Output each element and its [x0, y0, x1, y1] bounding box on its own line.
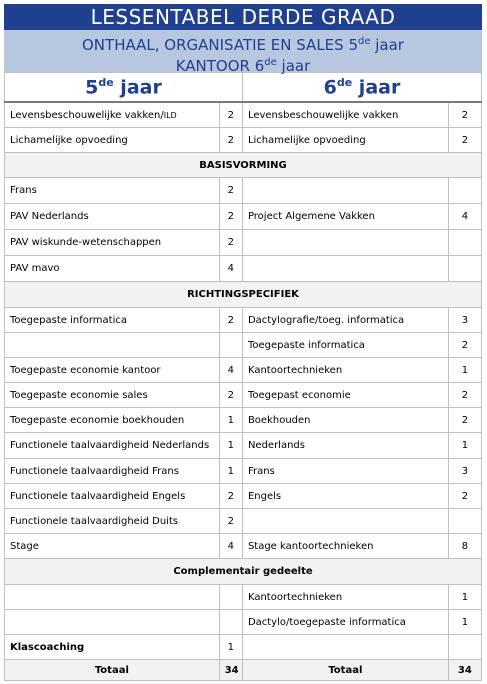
hours-left: 2: [219, 128, 242, 153]
table-row: [5, 128, 482, 153]
section-title: BASISVORMING: [5, 153, 482, 178]
table-row: [5, 585, 482, 610]
subtitle-line-2-sup: de: [264, 57, 277, 68]
subtitle-line-2-after: jaar: [276, 57, 311, 75]
hours-left: 1: [219, 459, 242, 484]
year-5-num: 5: [85, 76, 99, 99]
subject-right: [242, 256, 448, 282]
subject-left: [5, 610, 220, 635]
hours-right: 1: [448, 610, 481, 635]
table-row: [5, 358, 482, 383]
subject-right: Stage kantoortechnieken: [242, 534, 448, 559]
hours-right: [448, 230, 481, 256]
section-title: RICHTINGSPECIFIEK: [5, 282, 482, 308]
total-label-right: Totaal: [242, 660, 448, 681]
hours-right: 2: [448, 128, 481, 153]
total-row: [5, 660, 482, 681]
subtitle-line-2-text: KANTOOR 6: [175, 57, 265, 75]
lessen-table: [4, 72, 482, 681]
subject-right: [242, 635, 448, 660]
section-basisvorming: [5, 153, 482, 178]
hours-left: [219, 585, 242, 610]
subject-right: [242, 178, 448, 204]
subject-left: PAV Nederlands: [5, 204, 220, 230]
hours-left: 2: [219, 204, 242, 230]
year-5-header: [5, 73, 243, 103]
subject-left: [5, 585, 220, 610]
subtitle-line-1-sup: de: [357, 36, 371, 47]
hours-right: 8: [448, 534, 481, 559]
year-5-sup: de: [98, 75, 114, 89]
subject-left: Functionele taalvaardigheid Duits: [5, 509, 220, 534]
subject-left: [5, 102, 220, 128]
subject-right: Toegepast economie: [242, 383, 448, 408]
hours-left: 4: [219, 358, 242, 383]
subtitle-line-1: [4, 33, 482, 54]
subject-right: Levensbeschouwelijke vakken: [242, 102, 448, 128]
subject-right: Dactylo/toegepaste informatica: [242, 610, 448, 635]
hours-right: 1: [448, 358, 481, 383]
page-title: LESSENTABEL DERDE GRAAD: [4, 4, 482, 30]
hours-left: 1: [219, 433, 242, 459]
hours-right: 3: [448, 459, 481, 484]
subject-left: Toegepaste informatica: [5, 308, 220, 333]
subject-left: Functionele taalvaardigheid Engels: [5, 484, 220, 509]
hours-left: 4: [219, 256, 242, 282]
year-header-row: [5, 73, 482, 103]
total-label-left: Totaal: [5, 660, 220, 681]
table-row: [5, 635, 482, 660]
table-row: [5, 256, 482, 282]
subtitle: [4, 30, 482, 75]
table-row: [5, 433, 482, 459]
subject-right: Boekhouden: [242, 408, 448, 433]
table-row: [5, 610, 482, 635]
hours-right: 2: [448, 333, 481, 358]
subject-left: Stage: [5, 534, 220, 559]
section-richtingspecifiek: [5, 282, 482, 308]
table-row: [5, 308, 482, 333]
subtitle-line-1-after: jaar: [370, 36, 404, 54]
table-row: [5, 102, 482, 128]
hours-right: 1: [448, 433, 481, 459]
hours-left: 4: [219, 534, 242, 559]
subject-right: Frans: [242, 459, 448, 484]
table-row: [5, 509, 482, 534]
hours-right: [448, 178, 481, 204]
subject-left-suffix: ILD: [163, 110, 177, 120]
subject-left: PAV mavo: [5, 256, 220, 282]
subject-right: Kantoortechnieken: [242, 358, 448, 383]
hours-left: 2: [219, 509, 242, 534]
lessentabel: [4, 4, 482, 681]
hours-left: [219, 333, 242, 358]
subject-left: Klascoaching: [5, 635, 220, 660]
subject-right: Engels: [242, 484, 448, 509]
hours-right: 2: [448, 383, 481, 408]
table-row: [5, 178, 482, 204]
subject-right: Nederlands: [242, 433, 448, 459]
subject-right: Lichamelijke opvoeding: [242, 128, 448, 153]
hours-right: [448, 635, 481, 660]
subject-left-text: Levensbeschouwelijke vakken/: [10, 109, 164, 121]
year-6-header: [242, 73, 481, 103]
subject-left: Functionele taalvaardigheid Nederlands: [5, 433, 220, 459]
subject-right: Dactylografie/toeg. informatica: [242, 308, 448, 333]
year-6-num: 6: [323, 76, 337, 99]
subject-right: Kantoortechnieken: [242, 585, 448, 610]
subject-left: [5, 333, 220, 358]
table-row: [5, 230, 482, 256]
hours-left: 2: [219, 230, 242, 256]
subject-left: Frans: [5, 178, 220, 204]
hours-left: 2: [219, 383, 242, 408]
table-row: [5, 484, 482, 509]
subject-right: Toegepaste informatica: [242, 333, 448, 358]
hours-right: 2: [448, 408, 481, 433]
table-row: [5, 204, 482, 230]
hours-left: 2: [219, 484, 242, 509]
subject-left: Toegepaste economie sales: [5, 383, 220, 408]
subject-right: [242, 509, 448, 534]
table-row: [5, 333, 482, 358]
hours-left: 1: [219, 408, 242, 433]
section-title: Complementair gedeelte: [5, 559, 482, 585]
hours-right: 2: [448, 484, 481, 509]
table-row: [5, 459, 482, 484]
subject-left: Toegepaste economie kantoor: [5, 358, 220, 383]
subject-left: PAV wiskunde-wetenschappen: [5, 230, 220, 256]
hours-right: 3: [448, 308, 481, 333]
hours-right: 2: [448, 102, 481, 128]
hours-left: 2: [219, 308, 242, 333]
year-6-word: jaar: [352, 76, 401, 99]
hours-left: 2: [219, 102, 242, 128]
hours-right: 1: [448, 585, 481, 610]
subject-right: Project Algemene Vakken: [242, 204, 448, 230]
table-row: [5, 408, 482, 433]
hours-right: [448, 509, 481, 534]
total-hours-left: 34: [219, 660, 242, 681]
year-5-word: jaar: [113, 76, 162, 99]
hours-right: [448, 256, 481, 282]
table-row: [5, 534, 482, 559]
hours-right: 4: [448, 204, 481, 230]
subject-left: Lichamelijke opvoeding: [5, 128, 220, 153]
hours-left: 2: [219, 178, 242, 204]
subtitle-line-1-text: ONTHAAL, ORGANISATIE EN SALES 5: [82, 36, 358, 54]
hours-left: [219, 610, 242, 635]
total-hours-right: 34: [448, 660, 481, 681]
subject-left: Functionele taalvaardigheid Frans: [5, 459, 220, 484]
table-row: [5, 383, 482, 408]
section-complementair: [5, 559, 482, 585]
year-6-sup: de: [336, 75, 353, 89]
subject-right: [242, 230, 448, 256]
hours-left: 1: [219, 635, 242, 660]
subject-left: Toegepaste economie boekhouden: [5, 408, 220, 433]
